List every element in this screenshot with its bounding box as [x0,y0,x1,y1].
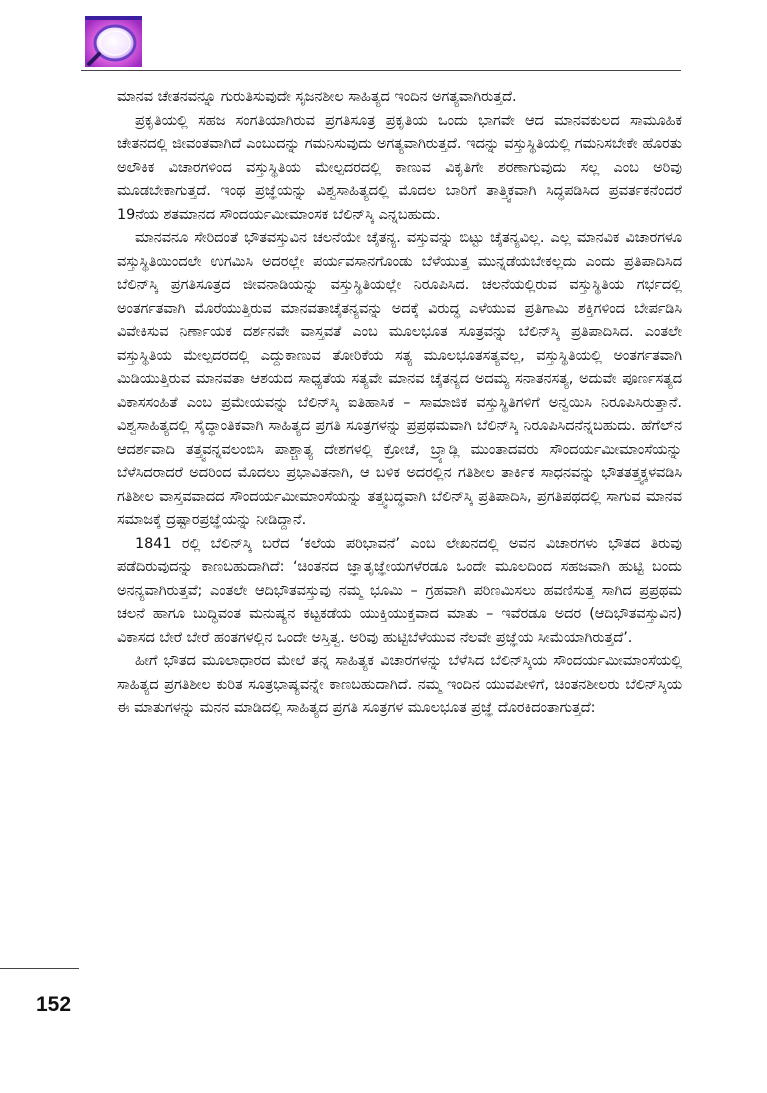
footer-rule [0,968,79,969]
paragraph-continuation: ಮಾನವ ಚೇತನವನ್ನೂ ಗುರುತಿಸುವುದೇ ಸೃಜನಶೀಲ ಸಾಹಿತ್ಯದ ಇಂದಿನ ಅಗತ್ಯವಾಗಿರುತ್ತದೆ. [117,89,517,105]
paragraph: ಪ್ರಕೃತಿಯಲ್ಲಿ ಸಹಜ ಸಂಗತಿಯಾಗಿರುವ ಪ್ರಗತಿಸೂತ್ರ ಪ್ರಕೃತಿಯ ಒಂದು ಭಾಗವೇ ಆದ ಮಾನವಕುಲದ ಸಾಮೂಹಿಕ ಚೇತನದಲ್ಲಿ ಜೀವಂತವಾಗಿದೆ ಎಂಬುದನ್ನು ಗಮನಿಸುವುದು ಅಗತ್ಯವಾಗಿರುತ್ತದೆ. ಇದನ್ನು ವಸ್ತುಸ್ಥಿತಿಯಲ್ಲಿ ಗಮನಿಸಬೇಕೇ ಹೊರತು ಅಲೌಕಿಕ ವಿಚಾರಗಳಿಂದ ವಸ್ತುಸ್ಥಿತಿಯ ಮೇಲ್ಪದರದಲ್ಲಿ ಕಾಣುವ ವಿಕೃತಿಗೇ ಶರಣಾಗುವುದು ಸಲ್ಲ ಎಂಬ ಅರಿವು ಮೂಡಬೇಕಾಗುತ್ತದೆ. ಇಂಥ ಪ್ರಜ್ಞೆಯನ್ನು ವಿಶ್ವಸಾಹಿತ್ಯದಲ್ಲಿ ಮೊದಲ ಬಾರಿಗೆ ತಾತ್ತ್ವಿಕವಾಗಿ ಸಿದ್ಧಪಡಿಸಿದ ಪ್ರವರ್ತಕನೆಂದರೆ 19ನೆಯ ಶತಮಾನದ ಸೌಂದರ್ಯಮೀಮಾಂಸಕ ಬೆಲಿನ್‌ಸ್ಕಿ ಎನ್ನಬಹುದು. [117,112,682,223]
paragraph: 1841 ರಲ್ಲಿ ಬೆಲಿನ್‌ಸ್ಕಿ ಬರೆದ ‘ಕಲೆಯ ಪರಿಭಾವನೆ’ ಎಂಬ ಲೇಖನದಲ್ಲಿ ಅವನ ವಿಚಾರಗಳು ಭೌತದ ತಿರುವು ಪಡೆದಿರುವುದನ್ನು ಕಾಣಬಹುದಾಗಿದೆ: ‘ಚಿಂತನದ ಜ್ಞಾತೃಜ್ಞೇಯಗಳೆರಡೂ ಒಂದೇ ಮೂಲದಿಂದ ಸಹಜವಾಗಿ ಹುಟ್ಟಿ ಬಂದು ಅನನ್ಯವಾಗಿರುತ್ತವೆ; ಎಂತಲೇ ಆದಿಭೌತವಸ್ತುವು ನಮ್ಮ ಭೂಮಿ – ಗ್ರಹವಾಗಿ ಪರಿಣಮಿಸಲು ಹವಣಿಸುತ್ತ ಸಾಗಿದ ಪ್ರಪ್ರಥಮ ಚಲನೆ ಹಾಗೂ ಬುದ್ಧಿವಂತ ಮನುಷ್ಯನ ಕಟ್ಟಕಡೆಯ ಯುಕ್ತಿಯುಕ್ತವಾದ ಮಾತು – ಇವೆರಡೂ ಅದರ (ಆದಿಭೌತವಸ್ತುವಿನ) ವಿಕಾಸದ ಬೇರೆ ಬೇರೆ ಹಂತಗಳಲ್ಲಿನ ಒಂದೇ ಅಸ್ತಿತ್ವ. ಅರಿವು ಹುಟ್ಟಿಬೆಳೆಯುವ ನೆಲವೇ ಪ್ರಜ್ಞೆಯ ಸೀಮೆಯಾಗಿರುತ್ತದೆ’. [117,535,682,646]
magnifier-icon [85,16,142,67]
article-body [117,86,682,721]
header-rule [81,70,681,71]
paragraph: ಹೀಗೆ ಭೌತದ ಮೂಲಾಧಾರದ ಮೇಲೆ ತನ್ನ ಸಾಹಿತ್ಯಕ ವಿಚಾರಗಳನ್ನು ಬೆಳೆಸಿದ ಬೆಲಿನ್‌ಸ್ಕಿಯ ಸೌಂದರ್ಯಮೀಮಾಂಸೆಯಲ್ಲಿ ಸಾಹಿತ್ಯದ ಪ್ರಗತಿಶೀಲ ಕುರಿತ ಸೂತ್ರಭಾಷ್ಯವನ್ನೇ ಕಾಣಬಹುದಾಗಿದೆ. ನಮ್ಮ ಇಂದಿನ ಯುವಪೀಳಿಗೆ, ಚಿಂತನಶೀಲರು ಬೆಲಿನ್‌ಸ್ಕಿಯ ಈ ಮಾತುಗಳನ್ನು ಮನನ ಮಾಡಿದಲ್ಲಿ ಸಾಹಿತ್ಯದ ಪ್ರಗತಿ ಸೂತ್ರಗಳ ಮೂಲಭೂತ ಪ್ರಜ್ಞೆ ದೊರಕಿದಂತಾಗುತ್ತದೆ: [117,653,682,716]
paragraph: ಮಾನವನೂ ಸೇರಿದಂತೆ ಭೌತವಸ್ತುವಿನ ಚಲನೆಯೇ ಚೈತನ್ಯ. ವಸ್ತುವನ್ನು ಬಿಟ್ಟು ಚೈತನ್ಯವಿಲ್ಲ. ಎಲ್ಲ ಮಾನವಿಕ ವಿಚಾರಗಳೂ ವಸ್ತುಸ್ಥಿತಿಯಿಂದಲೇ ಉಗಮಿಸಿ ಅದರಲ್ಲೇ ಪರ್ಯವಸಾನಗೊಂಡು ಬೆಳೆಯುತ್ತ ಮುನ್ನಡೆಯಬೇಕಲ್ಲದು ಎಂದು ಪ್ರತಿಪಾದಿಸಿದ ಬೆಲಿನ್‌ಸ್ಕಿ ಪ್ರಗತಿಸೂತ್ರದ ಜೀವನಾಡಿಯನ್ನು ವಸ್ತುಸ್ಥಿತಿಯಲ್ಲೇ ನಿರೂಪಿಸಿದ. ಚಲನೆಯಲ್ಲಿರುವ ವಸ್ತುಸ್ಥಿತಿಯ ಗರ್ಭದಲ್ಲಿ ಅಂತರ್ಗತವಾಗಿ ಮೊರೆಯುತ್ತಿರುವ ಮಾನವತಾಚೈತನ್ಯವನ್ನು ಅದಕ್ಕೆ ವಿರುದ್ಧ ಎಳೆಯುವ ಪ್ರತಿಗಾಮಿ ಶಕ್ತಿಗಳಿಂದ ಬೇರ್ಪಡಿಸಿ ವಿವೇಕಿಸುವ ನಿರ್ಣಾಯಕ ದರ್ಶನವೇ ವಾಸ್ತವತೆ ಎಂಬ ಮೂಲಭೂತ ಸೂತ್ರವನ್ನು ಬೆಲಿನ್‌ಸ್ಕಿ ಪ್ರತಿಪಾದಿಸಿದ. ಎಂತಲೇ ವಸ್ತುಸ್ಥಿತಿಯ ಮೇಲ್ಪದರದಲ್ಲಿ ಎದ್ದುಕಾಣುವ ತೋರಿಕೆಯ ಸತ್ಯ ಮೂಲಭೂತಸತ್ಯವಲ್ಲ, ವಸ್ತುಸ್ಥಿತಿಯಲ್ಲಿ ಅಂತರ್ಗತವಾಗಿ ಮಿಡಿಯುತ್ತಿರುವ ಮಾನವತಾ ಆಶಯದ ಸಾಧ್ಯತೆಯ ಸತ್ಯವೇ ಮಾನವ ಚೈತನ್ಯದ ಅದಮ್ಯ ಸನಾತನಸತ್ಯ, ಅದುವೇ ಪೂರ್ಣಸತ್ಯದ ವಿಕಾಸಸಂಹಿತೆ ಎಂಬ ಪ್ರಮೇಯವನ್ನು ಬೆಲಿನ್‌ಸ್ಕಿ ಐತಿಹಾಸಿಕ – ಸಾಮಾಜಿಕ ವಸ್ತುಸ್ಥಿತಿಗಳಿಗೆ ಅನ್ವಯಿಸಿ ನಿರೂಪಿಸಿರುತ್ತಾನೆ. ವಿಶ್ವಸಾಹಿತ್ಯದಲ್ಲಿ ಸೈದ್ಧಾಂತಿಕವಾಗಿ ಸಾಹಿತ್ಯದ ಪ್ರಗತಿ ಸೂತ್ರಗಳನ್ನು ಪ್ರಪ್ರಥಮವಾಗಿ ಬೆಲಿನ್‌ಸ್ಕಿ ನಿರೂಪಿಸಿದನೆನ್ನಬಹುದು. ಹೆಗೆಲ್‌ನ ಆದರ್ಶವಾದಿ ತತ್ತ್ವವನ್ನವಲಂಬಿಸಿ ಪಾಶ್ಚಾತ್ಯ ದೇಶಗಳಲ್ಲಿ ಕ್ರೋಚೆ, ಬ್ರ್ಯಾಡ್ಲಿ ಮುಂತಾದವರು ಸೌಂದರ್ಯಮೀಮಾಂಸೆಯನ್ನು ಬೆಳೆಸಿದರಾದರೆ ಅದರಿಂದ ಮೊದಲು ಪ್ರಭಾವಿತನಾಗಿ, ಆ ಬಳಿಕ ಅದರಲ್ಲಿನ ಗತಿಶೀಲ ತಾರ್ಕಿಕ ಸಾಧನವನ್ನು ಭೌತತತ್ತ್ವಕ್ಕಳವಡಿಸಿ ಗತಿಶೀಲ ವಾಸ್ತವವಾದದ ಸೌಂದರ್ಯಮೀಮಾಂಸೆಯನ್ನು ತತ್ತ್ವಬದ್ಧವಾಗಿ ಬೆಲಿನ್‌ಸ್ಕಿ ಪ್ರತಿಪಾದಿಸಿ, ಪ್ರಗತಿಪಥದಲ್ಲಿ ಸಾಗುವ ಮಾನವ ಸಮಾಜಕ್ಕೆ ದ್ರಷ್ಟಾರಪ್ರಜ್ಞೆಯನ್ನು ನೀಡಿದ್ದಾನೆ. [117,230,682,528]
header-logo [85,16,142,67]
page-number: 152 [36,993,72,1016]
